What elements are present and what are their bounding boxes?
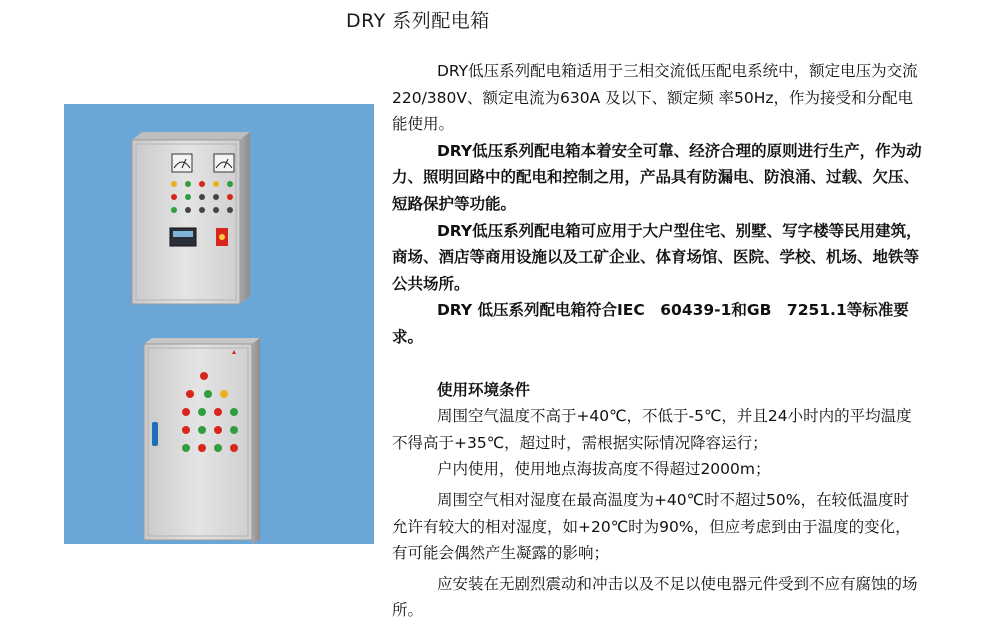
page-title: DRY 系列配电箱: [346, 10, 490, 32]
lower-cabinet: [144, 338, 260, 544]
description-text: [392, 58, 922, 624]
product-photo: [64, 104, 374, 544]
environment-item-3: 周围空气相对湿度在最高温度为+40℃时不超过50%，在较低温度时允许有较大的相对湿度，如+20℃时为90%，但应考虑到由于温度的变化，有可能会偶然产生凝露的影响；: [392, 490, 911, 563]
environment-heading: 使用环境条件: [436, 380, 530, 399]
intro-paragraph-1: DRY低压系列配电箱适用于三相交流低压配电系统中，额定电压为交流220/380V、额定电流为630A 及以下、额定频 率50Hz，作为接受和分配电能使用。: [392, 62, 918, 134]
distribution-cabinets-image: [64, 104, 374, 544]
intro-paragraph-2: DRY低压系列配电箱本着安全可靠、经济合理的原则进行生产，作为动力、照明回路中的配电和控制之用，产品具有防漏电、防浪涌、过载、欠压、短路保护等功能。: [392, 141, 922, 213]
environment-item-4: 应安装在无剧烈震动和冲击以及不足以使电器元件受到不应有腐蚀的场所。: [392, 574, 918, 620]
upper-cabinet: [132, 132, 250, 304]
environment-item-2: 户内使用，使用地点海拔高度不得超过2000m；: [436, 460, 771, 479]
intro-paragraph-4: DRY 低压系列配电箱符合IEC 60439-1和GB 7251.1等标准要求。: [392, 301, 909, 346]
environment-item-1: 周围空气温度不高于+40℃，不低于-5℃，并且24小时内的平均温度不得高于+35℃，超过时，需根据实际情况降容运行；: [392, 407, 912, 452]
intro-paragraph-3: DRY低压系列配电箱可应用于大户型住宅、别墅、写字楼等民用建筑，商场、酒店等商用设施以及工矿企业、体育场馆、医院、学校、机场、地铁等公共场所。: [392, 221, 922, 293]
